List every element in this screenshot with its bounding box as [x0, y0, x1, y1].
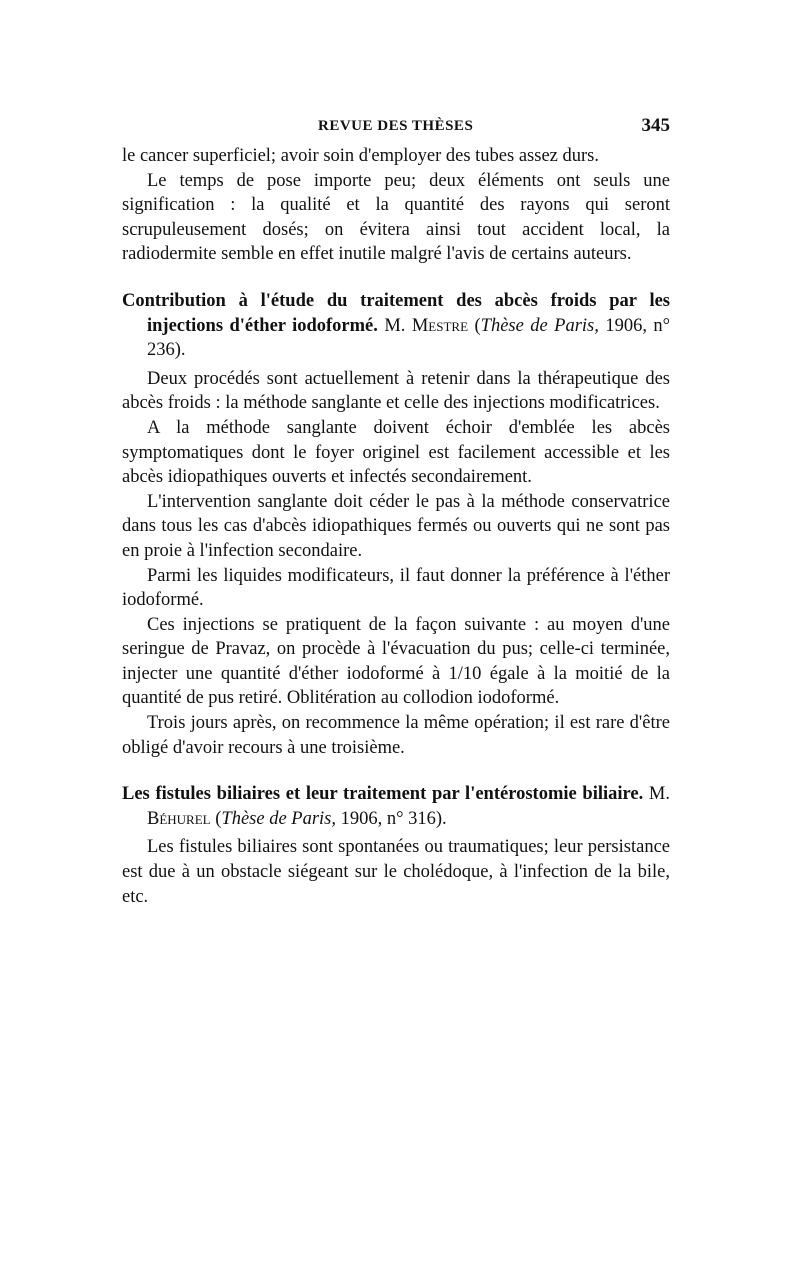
intro-paragraph-continued: le cancer superficiel; avoir soin d'employer des tubes assez durs. [122, 146, 599, 166]
citation-number: 1906, n° 316). [340, 808, 447, 829]
citation-number: 1906, n° 236). [147, 315, 671, 361]
section-heading-abces-froids: Contribution à l'étude du traitement des abcès froids par les injections d'éther iodoformé. M. Mestre (Thèse de Paris, 1906, n° 236). [122, 290, 671, 361]
intro-paragraph: Le temps de pose importe peu; deux éléments ont seuls une signification : la qualité et la quantité des rayons qui seront scrupuleusement dosés; on évitera ainsi tout accident local, la radiodermite semble en effet inutile malgré l'avis de certains auteurs. [122, 170, 670, 265]
section-title: Contribution à l'étude du traitement des abcès froids par les injections d'éther iodoformé. [122, 290, 670, 336]
body-paragraph: Deux procédés sont actuellement à retenir dans la thérapeutique des abcès froids : la méthode sanglante et celle des injections modificatrices. [122, 368, 670, 414]
body-paragraph: Trois jours après, on recommence la même opération; il est rare d'être obligé d'avoir recours à une troisième. [122, 713, 670, 758]
citation-thesis: Thèse de Paris, [221, 808, 336, 829]
running-header [122, 114, 670, 144]
author-prefix: M. [648, 784, 670, 805]
section-body-fistules-biliaires [122, 835, 670, 909]
body-paragraph: L'intervention sanglante doit céder le pas à la méthode conservatrice dans tous les cas d'abcès idiopathiques fermés ou ouverts qui ne sont pas en proie à l'infection secondaire. [122, 491, 670, 561]
author-prefix: M. [384, 315, 406, 336]
citation-thesis: Thèse de Paris, [480, 315, 599, 336]
section-heading-fistules-biliaires: Les fistules biliaires et leur traitement par l'entérostomie biliaire. M. Béhurel (Thèse de Paris, 1906, n° 316). [122, 784, 670, 829]
section-body-abces-froids [122, 367, 670, 761]
author-name: Mestre [411, 315, 469, 336]
book-page [122, 114, 670, 909]
page-number: 345 [641, 115, 670, 136]
running-title: REVUE DES THÈSES [318, 118, 474, 134]
section-title: Les fistules biliaires et leur traitement par l'entérostomie biliaire. [122, 784, 644, 805]
body-paragraph: Les fistules biliaires sont spontanées ou traumatiques; leur persistance est due à un obstacle siégeant sur le cholédoque, à l'infection de la bile, etc. [122, 837, 670, 907]
body-paragraph: Parmi les liquides modificateurs, il faut donner la préférence à l'éther iodoformé. [122, 565, 670, 611]
author-name: Béhurel [147, 808, 211, 829]
body-paragraph: Ces injections se pratiquent de la façon suivante : au moyen d'une seringue de Pravaz, on procède à l'évacuation du pus; celle-ci terminée, injecter une quantité d'éther iodoformé à 1/10 égale à la moitié de la quantité de pus retiré. Oblitération au collodion iodoformé. [122, 614, 670, 709]
body-paragraph: A la méthode sanglante doivent échoir d'emblée les abcès symptomatiques dont le foyer originel est facilement accessible et les abcès idiopathiques ouverts et infectés secondairement. [122, 417, 670, 488]
